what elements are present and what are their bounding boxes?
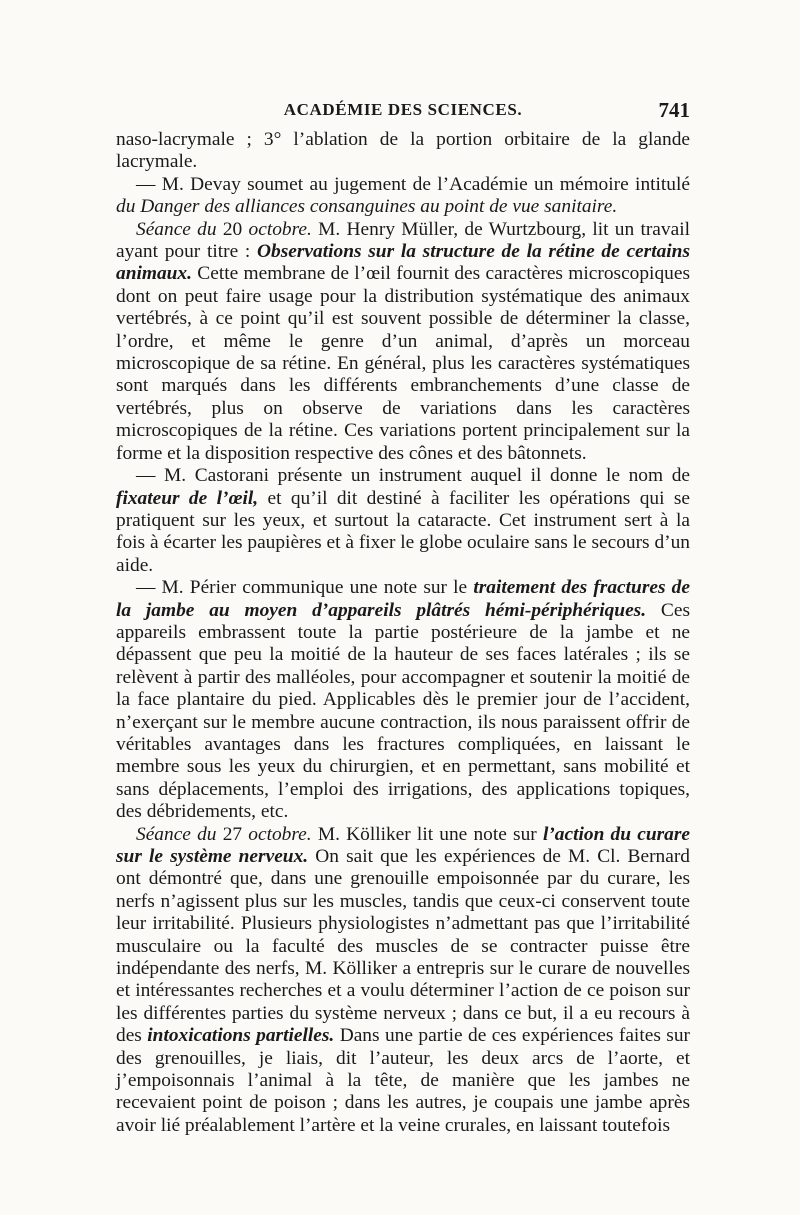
text-run: M. Kölliker lit une note sur bbox=[311, 823, 543, 845]
body-text bbox=[116, 129, 690, 1137]
emphasis-run: du Danger des alliances consanguines au point de vue sanitaire. bbox=[116, 196, 618, 218]
emphasis-run: octobre. bbox=[248, 218, 312, 240]
emphasis-run: Observations sur la structure de la rétine de certains animaux. bbox=[116, 241, 690, 285]
text-run: et qu’il dit destiné à faciliter les opérations qui se pratiquent sur les yeux, et surtout la cataracte. Cet instrument sert à la fois à écarter les paupières et à fixer le globe oculaire sans le secours d’un aide. bbox=[116, 487, 690, 576]
emphasis-run: l’action du curare sur le système nerveux. bbox=[116, 823, 690, 867]
text-run: On sait que les expériences de M. Cl. Bernard ont démontré que, dans une grenouille empoisonnée par du curare, les nerfs n’agissent plus sur les muscles, tandis que ceux-ci conservent toute leur irritabilité. Plusieurs physiologistes n’admettant pas que l’irritabilité musculaire ou la faculté des muscles de se contracter puisse être indépendante des nerfs, M. Kölliker a entrepris sur le curare de nouvelles et intéressantes recherches et a voulu déterminer l’action de ce poison sur les différentes parties du système nerveux ; dans ce but, il a eu recours à des bbox=[116, 846, 690, 1047]
paragraph-castorani bbox=[116, 465, 690, 577]
emphasis-run: Séance du bbox=[136, 823, 223, 845]
text-run: 27 bbox=[222, 823, 249, 845]
emphasis-run: octobre. bbox=[248, 823, 312, 845]
emphasis-run: intoxications partielles. bbox=[147, 1025, 335, 1047]
emphasis-run: fixateur de l’œil, bbox=[116, 487, 259, 509]
emphasis-run: traitement des fractures de la jambe au moyen d’appareils plâtrés hémi-périphériques. bbox=[116, 577, 690, 621]
text-run: Dans une partie de ces expériences faites sur des grenouilles, je liais, dit l’auteur, les deux arcs de l’aorte, et j’empoisonnais l’animal à la tête, de manière que les jambes ne recevaient point de poison ; dans les autres, je coupais une jambe après avoir lié préalablement l’artère et la veine crurales, en laissant toutefois bbox=[116, 1025, 690, 1136]
running-head bbox=[116, 100, 690, 126]
text-run: — M. Périer communique une note sur le bbox=[136, 577, 474, 599]
paragraph-seance-27-octobre bbox=[116, 824, 690, 1138]
text-run: — M. Castorani présente un instrument auquel il donne le nom de bbox=[136, 465, 690, 487]
emphasis-run: Séance du bbox=[136, 218, 223, 240]
page-number: 741 bbox=[658, 98, 690, 122]
text-run: Ces appareils embrassent toute la partie postérieure de la jambe et ne dépassent que peu la moitié de la hauteur de ses faces latérales ; ils se relèvent à partir des malléoles, pour accompagner et soutenir la moitié de la face plantaire du pied. Applicables dès le premier jour de l’accident, n’exerçant sur le membre aucune contraction, ils nous paraissent offrir de véritables avantages dans les fractures compliquées, en laissant le membre sous les yeux du chirurgien, et en permettant, sans mobilité et sans déplacements, l’emploi des irrigations, des applications topiques, des débridements, etc. bbox=[116, 599, 691, 823]
paragraph-continuation bbox=[116, 129, 690, 174]
paragraph-devay bbox=[116, 174, 690, 219]
text-run: — M. Devay soumet au jugement de l’Académie un mémoire intitulé bbox=[136, 173, 690, 195]
text-run: Cette membrane de l’œil fournit des caractères microscopiques dont on peut faire usage pour la distribution systématique des animaux vertébrés, à ce point qu’il est souvent possible de déterminer la classe, l’ordre, et même le genre d’un animal, d’après un morceau microscopique de sa rétine. En général, plus les caractères systématiques sont marqués dans les différents embranchements d’une classe de vertébrés, plus on observe de variations dans les caractères microscopiques de la rétine. Ces variations portent principalement sur la forme et la disposition respective des cônes et des bâtonnets. bbox=[116, 263, 690, 464]
running-title: ACADÉMIE DES SCIENCES. bbox=[283, 100, 523, 119]
text-run: M. Henry Müller, de Wurtzbourg, lit un travail ayant pour titre : bbox=[116, 218, 690, 263]
text-run: 20 bbox=[222, 218, 249, 240]
paragraph-seance-20-octobre bbox=[116, 219, 690, 465]
text-run: naso-lacrymale ; 3° l’ablation de la portion orbitaire de la glande lacrymale. bbox=[116, 129, 690, 173]
paragraph-perier bbox=[116, 577, 690, 823]
